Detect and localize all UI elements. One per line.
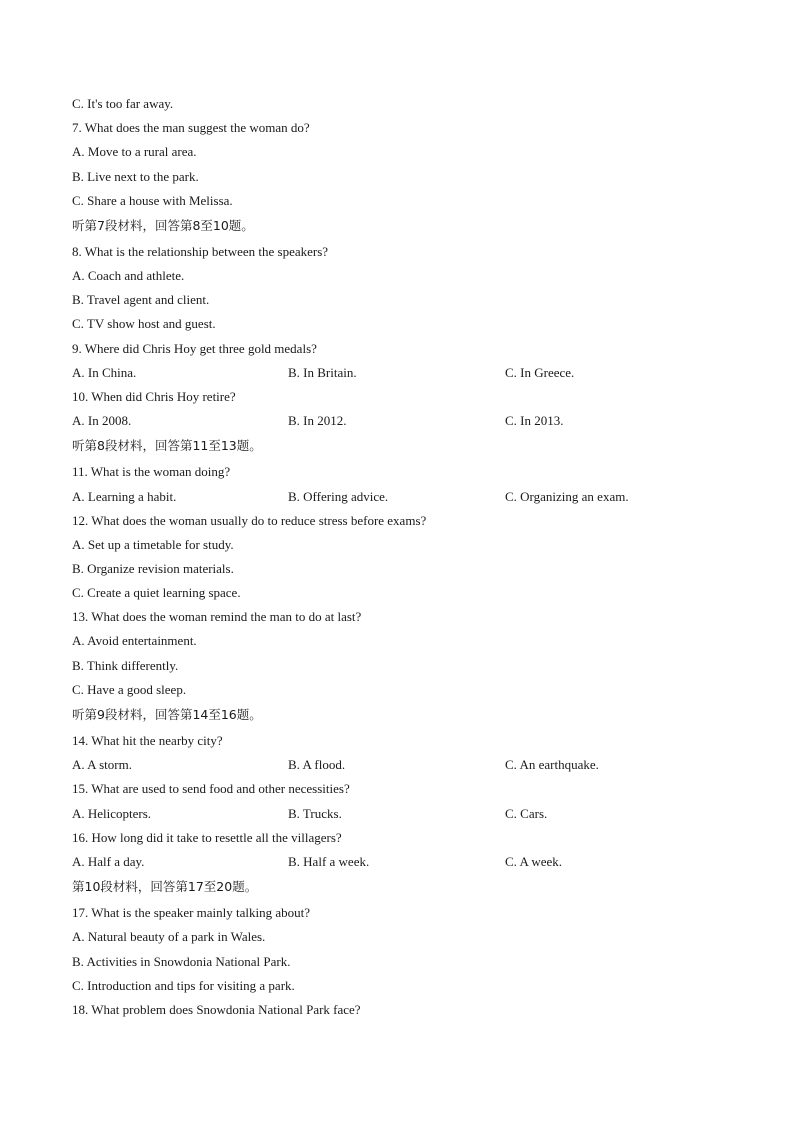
- q10-option-b: B. In 2012.: [288, 413, 347, 428]
- q9-option-c: C. In Greece.: [505, 365, 575, 380]
- question-15: 15. What are used to send food and other necessities?: [72, 781, 350, 796]
- question-12: 12. What does the woman usually do to reduce stress before exams?: [72, 513, 427, 528]
- question-7: 7. What does the man suggest the woman do?: [72, 120, 310, 135]
- q16-option-b: B. Half a week.: [288, 854, 370, 869]
- q17-option-a: A. Natural beauty of a park in Wales.: [72, 929, 266, 944]
- q7-option-b: B. Live next to the park.: [72, 169, 199, 184]
- question-13: 13. What does the woman remind the man to do at last?: [72, 609, 362, 624]
- q17-option-c: C. Introduction and tips for visiting a park.: [72, 978, 295, 993]
- q15-option-b: B. Trucks.: [288, 806, 342, 821]
- question-18: 18. What problem does Snowdonia National Park face?: [72, 1002, 361, 1017]
- question-10: 10. When did Chris Hoy retire?: [72, 389, 236, 404]
- section-8-instruction: 听第8段材料，回答第11至13题。: [72, 438, 262, 453]
- q8-option-b: B. Travel agent and client.: [72, 292, 210, 307]
- q13-option-b: B. Think differently.: [72, 658, 179, 673]
- question-14: 14. What hit the nearby city?: [72, 733, 223, 748]
- question-17: 17. What is the speaker mainly talking about?: [72, 905, 311, 920]
- section-7-instruction: 听第7段材料，回答第8至10题。: [72, 218, 254, 233]
- q11-option-c: C. Organizing an exam.: [505, 489, 629, 504]
- q13-option-a: A. Avoid entertainment.: [72, 633, 197, 648]
- q7-option-a: A. Move to a rural area.: [72, 144, 197, 159]
- question-9: 9. Where did Chris Hoy get three gold medals?: [72, 341, 317, 356]
- q12-option-a: A. Set up a timetable for study.: [72, 537, 234, 552]
- question-8: 8. What is the relationship between the speakers?: [72, 244, 329, 259]
- question-11: 11. What is the woman doing?: [72, 464, 231, 479]
- q13-option-c: C. Have a good sleep.: [72, 682, 187, 697]
- q12-option-b: B. Organize revision materials.: [72, 561, 234, 576]
- q17-option-b: B. Activities in Snowdonia National Park.: [72, 954, 291, 969]
- q15-option-a: A. Helicopters.: [72, 806, 152, 821]
- q16-option-a: A. Half a day.: [72, 854, 145, 869]
- q14-option-a: A. A storm.: [72, 757, 132, 772]
- question-16: 16. How long did it take to resettle all the villagers?: [72, 830, 342, 845]
- q14-option-b: B. A flood.: [288, 757, 346, 772]
- section-9-instruction: 听第9段材料，回答第14至16题。: [72, 707, 262, 722]
- q14-option-c: C. An earthquake.: [505, 757, 599, 772]
- q16-option-c: C. A week.: [505, 854, 563, 869]
- q9-option-a: A. In China.: [72, 365, 137, 380]
- q10-option-c: C. In 2013.: [505, 413, 564, 428]
- q11-option-b: B. Offering advice.: [288, 489, 389, 504]
- q6-option-c: C. It's too far away.: [72, 96, 174, 111]
- q10-option-a: A. In 2008.: [72, 413, 132, 428]
- q12-option-c: C. Create a quiet learning space.: [72, 585, 241, 600]
- q9-option-b: B. In Britain.: [288, 365, 357, 380]
- q8-option-c: C. TV show host and guest.: [72, 316, 216, 331]
- q8-option-a: A. Coach and athlete.: [72, 268, 185, 283]
- q7-option-c: C. Share a house with Melissa.: [72, 193, 233, 208]
- q11-option-a: A. Learning a habit.: [72, 489, 177, 504]
- q15-option-c: C. Cars.: [505, 806, 548, 821]
- section-10-instruction: 第10段材料，回答第17至20题。: [72, 879, 258, 894]
